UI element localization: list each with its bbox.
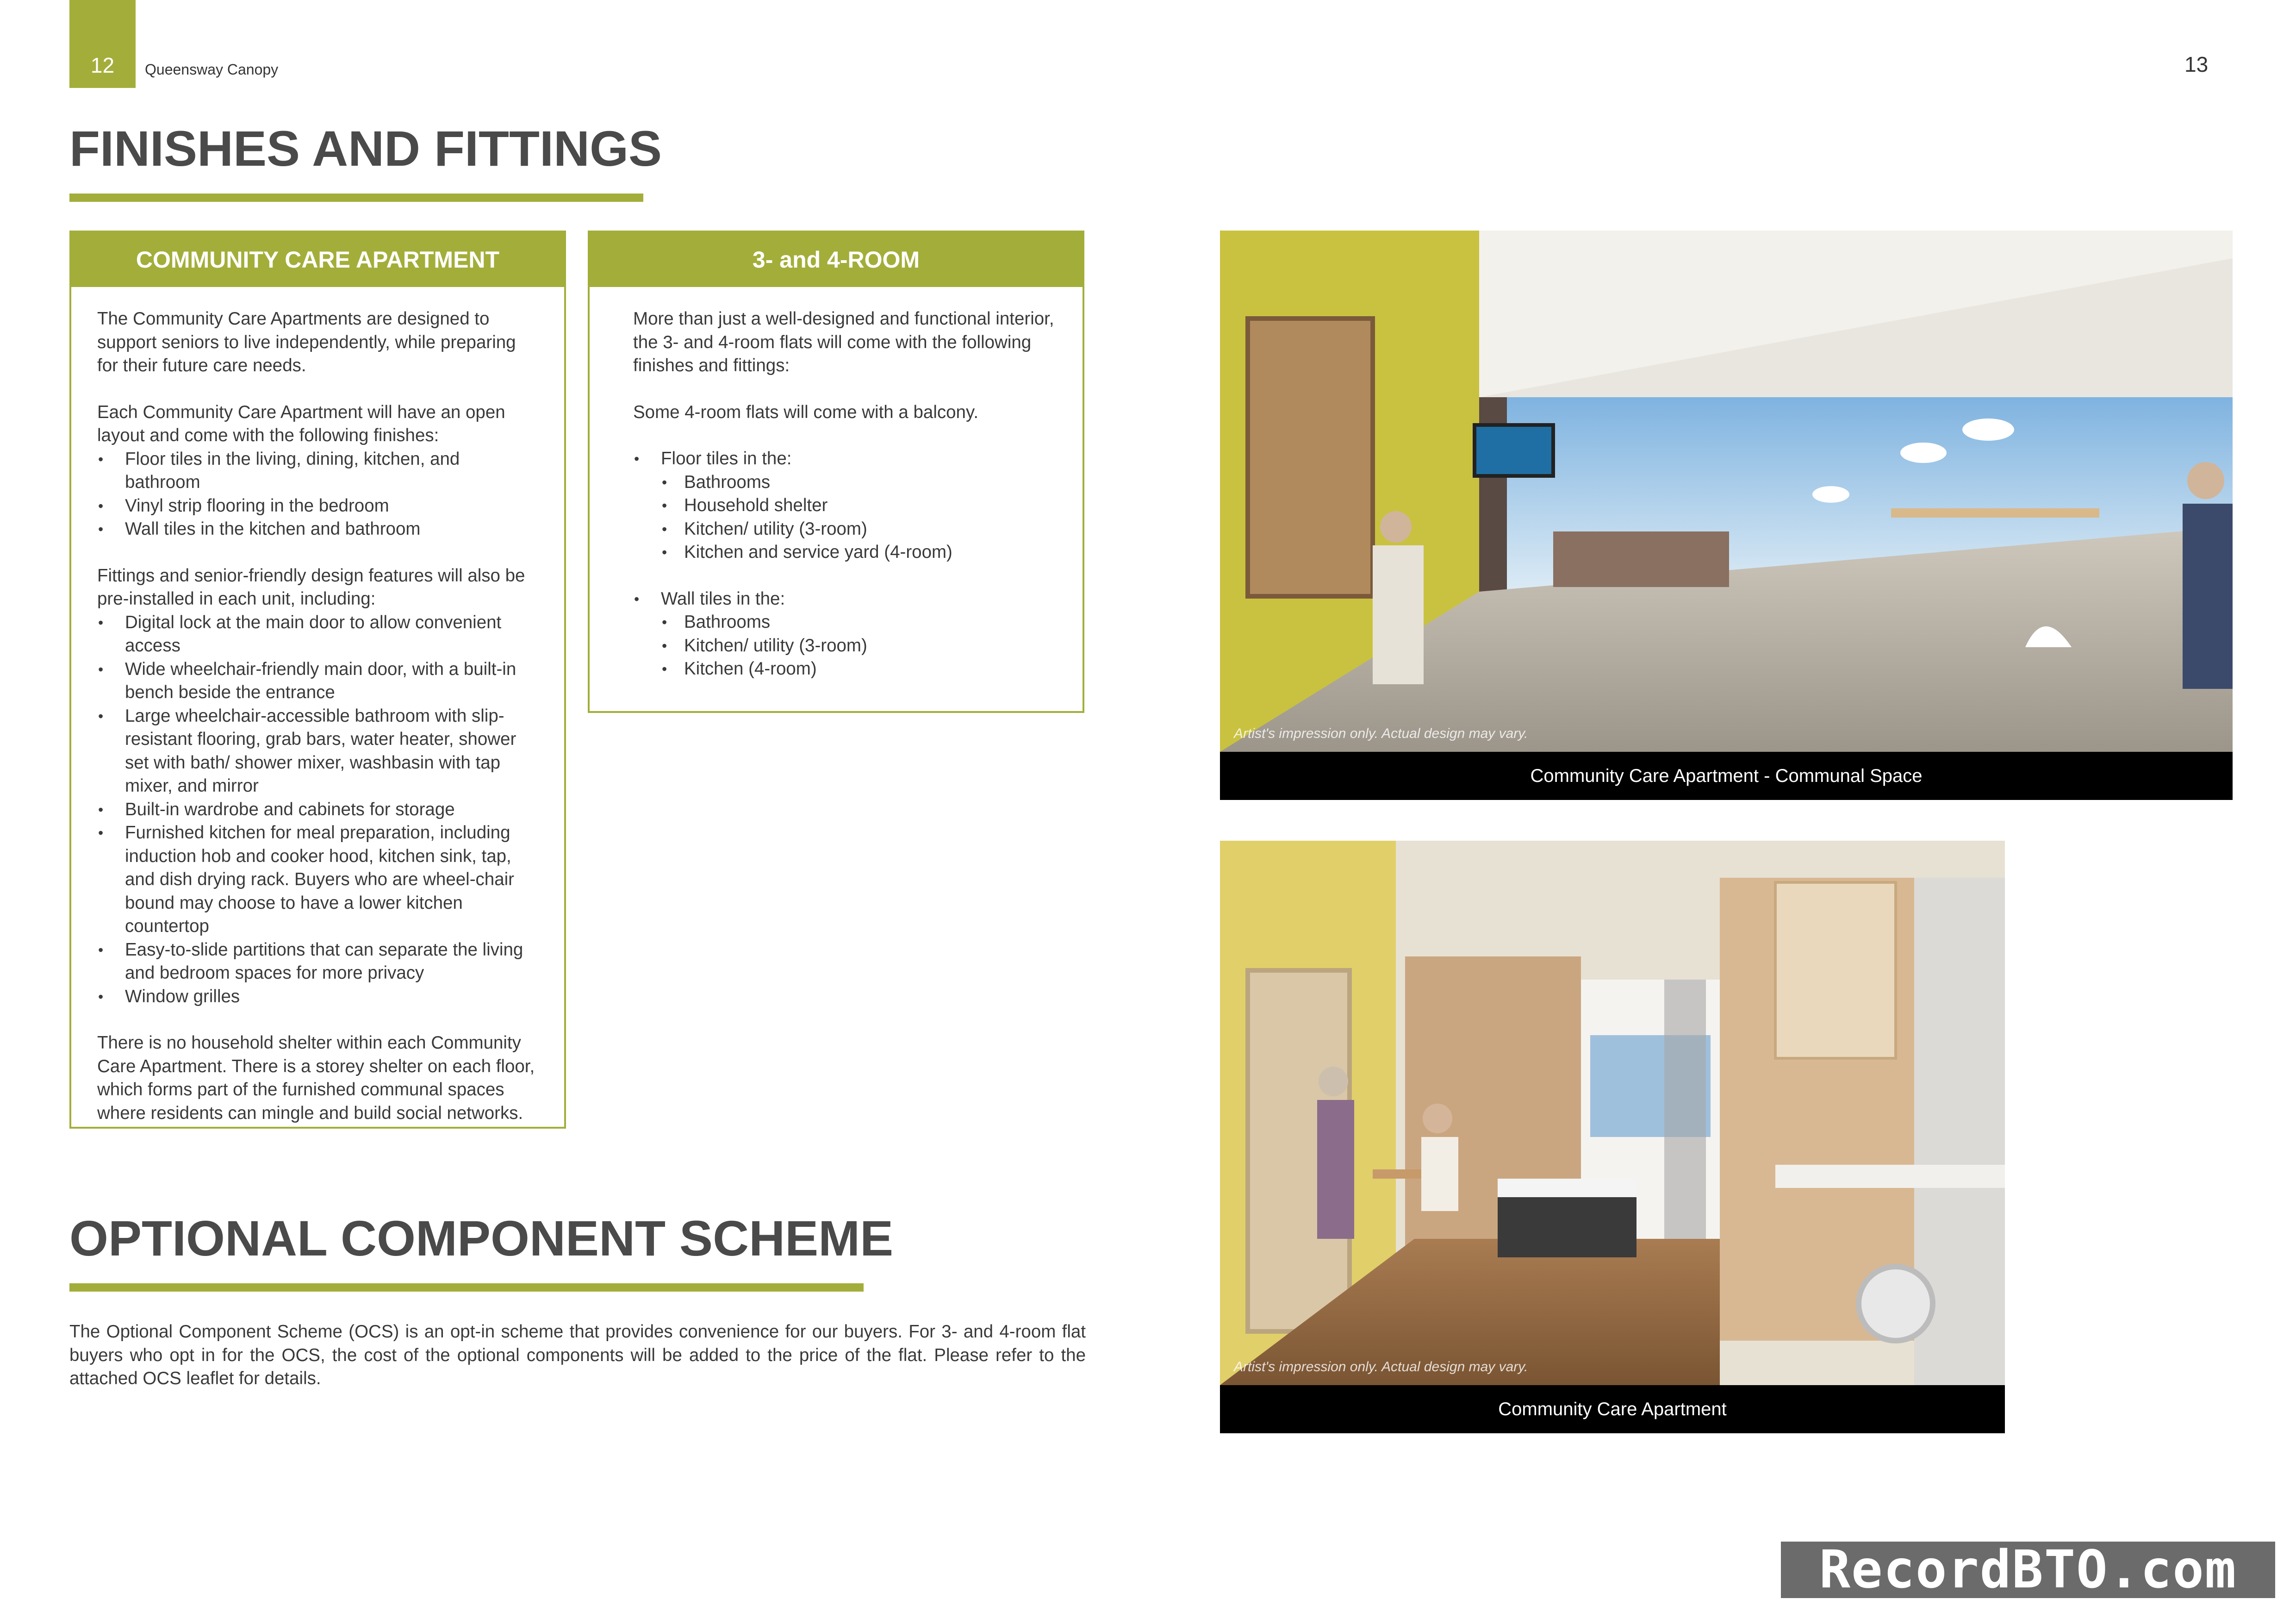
list-item: • Household shelter	[633, 494, 1058, 518]
room34-intro: More than just a well-designed and functional interior, the 3- and 4-room flats will come with the following finishes and fittings:	[633, 309, 1054, 375]
cca-features-list	[97, 611, 539, 1009]
list-item: • Large wheelchair-accessible bathroom with slip-resistant flooring, grab bars, water heater, shower set with bath/ shower mixer, washbasin with tap mixer, and mirror	[97, 705, 539, 798]
list-item: • Vinyl strip flooring in the bedroom	[97, 494, 539, 518]
brand-label: Queensway Canopy	[145, 61, 279, 78]
floor-tiles-label: • Floor tiles in the:	[633, 447, 1058, 471]
cca-features-intro: Fittings and senior-friendly design features will also be pre-installed in each unit, including:	[97, 565, 525, 609]
list-item: • Furnished kitchen for meal preparation, including induction hob and cooker hood, kitchen sink, tap, and dish drying rack. Buyers who are wheel-chair bound may choose to have a lower kitchen countertop	[97, 821, 539, 938]
communal-space-photo	[1220, 231, 2233, 752]
room34-body	[590, 287, 1083, 681]
room34-wall-list	[633, 587, 1058, 681]
list-item: • Wide wheelchair-friendly main door, with a built-in bench beside the entrance	[97, 658, 539, 705]
cca-intro: The Community Care Apartments are designed to support seniors to live independently, while preparing for their future care needs.	[97, 309, 516, 375]
apartment-caption: Community Care Apartment	[1220, 1385, 2005, 1433]
list-item: • Digital lock at the main door to allow convenient access	[97, 611, 539, 658]
apartment-photo	[1220, 841, 2005, 1385]
cca-box	[69, 231, 566, 1129]
list-item: • Kitchen (4-room)	[633, 657, 1058, 681]
list-item: • Bathrooms	[633, 471, 1058, 494]
title-underline	[69, 194, 643, 202]
communal-caption: Community Care Apartment - Communal Space	[1220, 752, 2233, 800]
list-item: • Easy-to-slide partitions that can separate the living and bedroom spaces for more privacy	[97, 938, 539, 985]
communal-space-illustration	[1220, 231, 2233, 752]
cca-finishes-list	[97, 448, 539, 541]
cca-layout-intro: Each Community Care Apartment will have an open layout and come with the following finishes:	[97, 402, 505, 445]
finishes-title: FINISHES AND FITTINGS	[69, 120, 662, 176]
list-item: • Floor tiles in the living, dining, kitchen, and bathroom	[97, 448, 539, 494]
list-item: • Bathrooms	[633, 611, 1058, 634]
cca-body	[71, 287, 564, 1125]
room34-heading: 3- and 4-ROOM	[590, 232, 1083, 287]
watermark-logo: RecordBTO.com	[1781, 1542, 2275, 1598]
room34-floor-list	[633, 447, 1058, 564]
cca-heading: COMMUNITY CARE APARTMENT	[71, 232, 564, 287]
communal-disclaimer: Artist's impression only. Actual design may vary.	[1234, 726, 1528, 741]
list-item: • Kitchen and service yard (4-room)	[633, 541, 1058, 564]
wall-tiles-label: • Wall tiles in the:	[633, 587, 1058, 611]
ocs-underline	[69, 1283, 864, 1292]
ocs-text: The Optional Component Scheme (OCS) is an opt-in scheme that provides convenience for our buyers. For 3- and 4-room flat buyers who opt in for the OCS, the cost of the optional components will be added to the price of the flat. Please refer to the attached OCS leaflet for details.	[69, 1322, 1086, 1388]
cca-shelter-note: There is no household shelter within each Community Care Apartment. There is a storey shelter on each floor, which forms part of the furnished communal spaces where residents can mingle and build social networks.	[97, 1033, 535, 1123]
room34-balcony: Some 4-room flats will come with a balcony.	[633, 402, 979, 422]
list-item: • Kitchen/ utility (3-room)	[633, 634, 1058, 658]
room34-box	[588, 231, 1084, 713]
list-item: • Built-in wardrobe and cabinets for storage	[97, 798, 539, 822]
list-item: • Kitchen/ utility (3-room)	[633, 518, 1058, 541]
apartment-illustration	[1220, 841, 2005, 1385]
page-number-right: 13	[2184, 52, 2209, 76]
list-item: • Wall tiles in the kitchen and bathroom	[97, 518, 539, 541]
list-item: • Window grilles	[97, 985, 539, 1009]
ocs-title: OPTIONAL COMPONENT SCHEME	[69, 1210, 894, 1266]
page-number-left: 12	[69, 0, 136, 88]
apartment-disclaimer: Artist's impression only. Actual design may vary.	[1234, 1359, 1528, 1374]
